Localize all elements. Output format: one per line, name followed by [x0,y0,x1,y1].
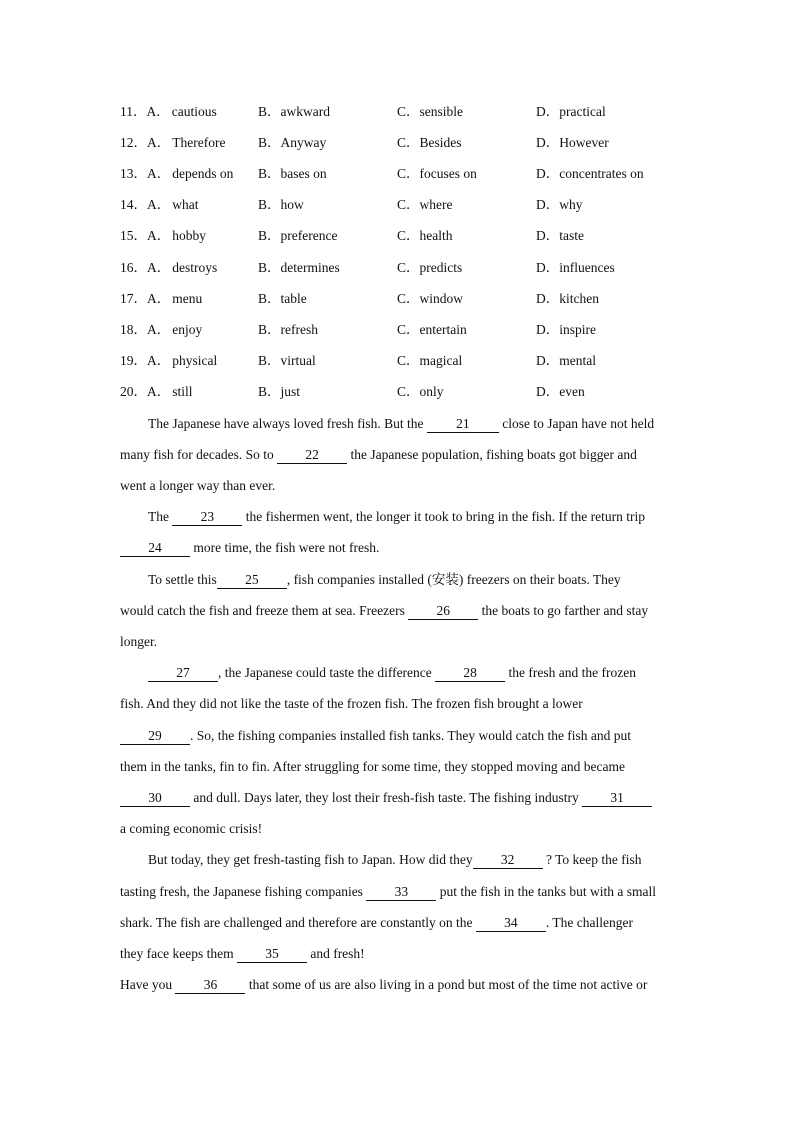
passage-line [148,850,641,870]
option-d: D．kitchen [536,291,599,306]
option-c: C．window [397,291,464,306]
blank-28: 28 [435,665,505,682]
option-d: D．taste [536,228,584,243]
option-row-14 [0,195,794,215]
blank-27: 27 [148,665,218,682]
option-d: D．inspire [536,322,596,337]
blank-26: 26 [408,603,478,620]
text: put the fish in the tanks but with a small [436,884,657,899]
text: , fish companies installed (安装) freezers on their boats. They [286,572,621,587]
passage-line [148,507,645,527]
text: longer. [120,634,158,649]
passage-line [148,414,654,434]
option-b: B．virtual [258,353,316,368]
blank-30: 30 [120,790,190,807]
option-row-15 [0,226,794,246]
option-d: D．mental [536,353,596,368]
passage-line [148,663,636,683]
text: the fresh and the frozen [505,665,636,680]
option-d: D．practical [536,104,606,119]
passage-line [120,944,365,964]
option-d: D．influences [536,260,615,275]
passage-line [120,757,625,777]
text: many fish for decades. So to [120,447,278,462]
option-c: C．health [397,228,453,243]
text: Have you [120,977,176,992]
text: went a longer way than ever. [120,478,276,493]
option-c: C．magical [397,353,463,368]
text: fish. And they did not like the taste of the frozen fish. The frozen fish brought a lower [120,696,583,711]
option-a: 17．A． menu [120,291,203,306]
option-a: 18．A． enjoy [120,322,203,337]
passage-line [120,975,647,995]
text: and dull. Days later, they lost their fresh-fish taste. The fishing industry [190,790,583,805]
option-b: B．Anyway [258,135,327,150]
blank-25: 25 [217,572,287,589]
text: that some of us are also living in a pond but most of the time not active or [245,977,648,992]
blank-22: 22 [277,447,347,464]
option-c: C．Besides [397,135,462,150]
text: But today, they get fresh-tasting fish to Japan. How did they [148,852,473,867]
text: tasting fresh, the Japanese fishing companies [120,884,367,899]
passage-line [120,694,583,714]
text: them in the tanks, fin to fin. After struggling for some time, they stopped moving and became [120,759,626,774]
option-row-18 [0,320,794,340]
option-c: C．only [397,384,444,399]
passage-line [120,538,379,558]
blank-29: 29 [120,728,190,745]
text: ? To keep the fish [542,852,642,867]
option-a: 20．A． still [120,384,193,399]
option-row-11 [0,102,794,122]
text: the fishermen went, the longer it took to bring in the fish. If the return trip [242,509,646,524]
passage-line [120,819,262,839]
blank-31: 31 [582,790,652,807]
text: close to Japan have not held [498,416,655,431]
text: the boats to go farther and stay [478,603,649,618]
option-b: B．table [258,291,307,306]
text: and fresh! [306,946,365,961]
option-d: D．However [536,135,609,150]
option-c: C．focuses on [397,166,477,181]
passage-line [120,476,275,496]
text: the Japanese population, fishing boats got bigger and [347,447,637,462]
text: , the Japanese could taste the difference [218,665,436,680]
option-c: C．where [397,197,453,212]
text: . The challenger [545,915,633,930]
passage-line [148,570,621,590]
option-a: 16．A． destroys [120,260,218,275]
blank-35: 35 [237,946,307,963]
text: they face keeps them [120,946,237,961]
text: a coming economic crisis! [120,821,263,836]
text: . So, the fishing companies installed fish tanks. They would catch the fish and put [190,728,632,743]
blank-36: 36 [175,977,245,994]
passage-line [120,882,656,902]
passage-line [120,788,652,808]
blank-34: 34 [476,915,546,932]
option-c: C．entertain [397,322,467,337]
option-row-12 [0,133,794,153]
blank-24: 24 [120,540,190,557]
text: would catch the fish and freeze them at sea. Freezers [120,603,409,618]
text: To settle this [148,572,217,587]
option-row-13 [0,164,794,184]
blank-23: 23 [172,509,242,526]
passage-line [120,445,637,465]
option-b: B．preference [258,228,338,243]
option-b: B．just [258,384,301,399]
option-a: 14．A． what [120,197,199,212]
option-b: B．determines [258,260,340,275]
passage-line [120,726,631,746]
option-row-16 [0,258,794,278]
passage-line [120,632,157,652]
option-row-17 [0,289,794,309]
option-d: D．even [536,384,585,399]
option-d: D．why [536,197,583,212]
option-a: 12．A． Therefore [120,135,226,150]
option-a: 15．A． hobby [120,228,206,243]
passage-line [120,913,633,933]
option-a: 11．A． cautious [120,104,217,119]
option-c: C．predicts [397,260,463,275]
text: The [148,509,173,524]
option-row-19 [0,351,794,371]
text: more time, the fish were not fresh. [190,540,380,555]
text: The Japanese have always loved fresh fish. But the [148,416,427,431]
blank-33: 33 [366,884,436,901]
option-b: B．refresh [258,322,318,337]
option-b: B．awkward [258,104,330,119]
blank-32: 32 [473,852,543,869]
text: shark. The fish are challenged and therefore are constantly on the [120,915,476,930]
option-a: 19．A． physical [120,353,218,368]
option-row-20 [0,382,794,402]
option-a: 13．A． depends on [120,166,234,181]
blank-21: 21 [427,416,499,433]
option-b: B．how [258,197,304,212]
option-d: D．concentrates on [536,166,644,181]
option-b: B．bases on [258,166,327,181]
option-c: C．sensible [397,104,463,119]
passage-line [120,601,648,621]
